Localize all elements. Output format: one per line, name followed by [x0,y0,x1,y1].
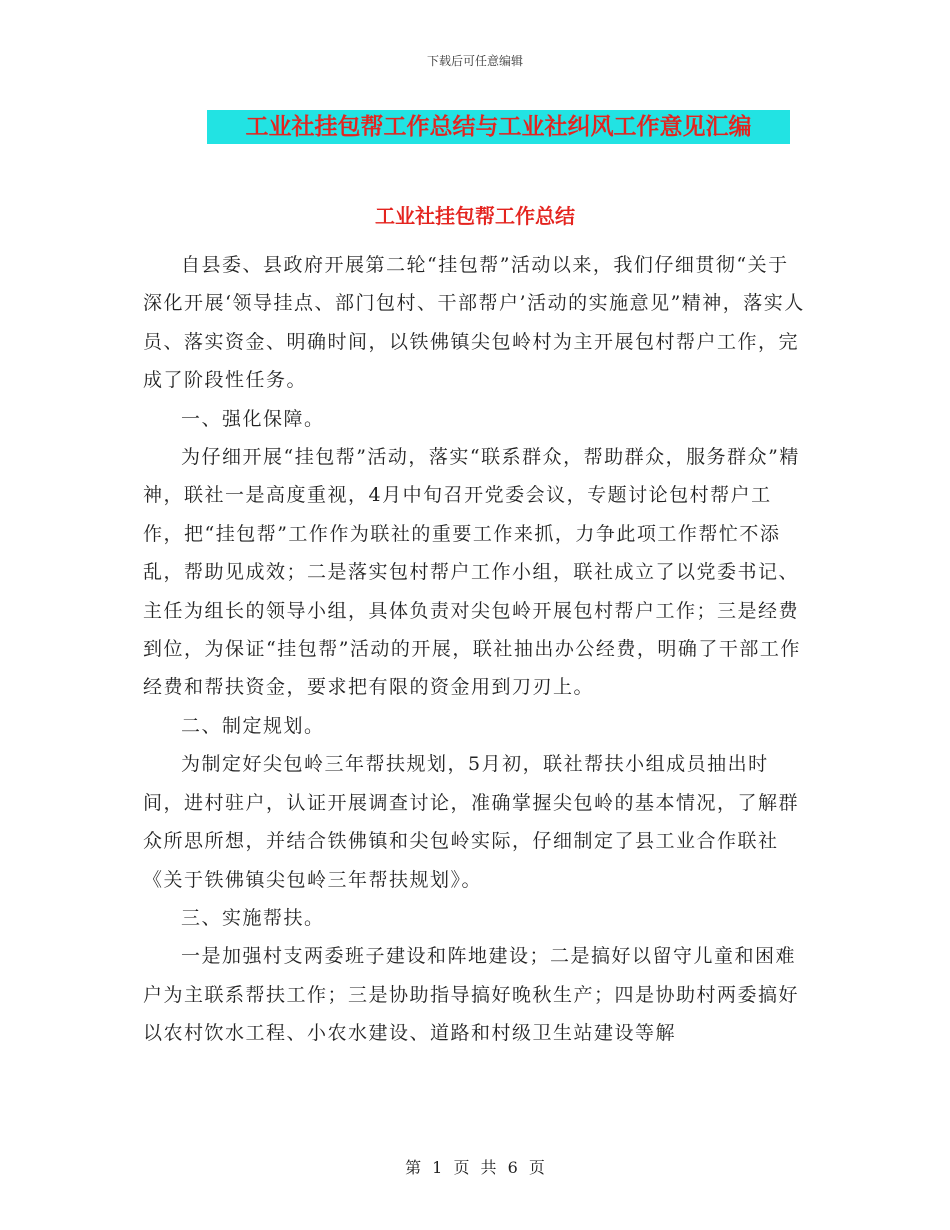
section-title: 工业社挂包帮工作总结 [375,204,575,228]
paragraph: 自县委、县政府开展第二轮“挂包帮”活动以来，我们仔细贯彻“关于深化开展‘领导挂点、部门包村、干部帮户’活动的实施意见”精神，落实人员、落实资金、明确时间，以铁佛镇尖包岭村为主开展包村帮户工作，完成了阶段性任务。 [143,254,805,392]
paragraph: 二、制定规划。 [181,714,325,737]
page-number-footer: 第 1 页 共 6 页 [405,1158,545,1177]
paragraph: 一、强化保障。 [181,407,325,430]
document-title-highlight [207,110,790,144]
document-title: 工业社挂包帮工作总结与工业社纠风工作意见汇编 [245,114,752,140]
document-body [143,246,807,1053]
paragraph: 一是加强村支两委班子建设和阵地建设；二是搞好以留守儿童和困难户为主联系帮扶工作；三是协助指导搞好晚秋生产；四是协助村两委搞好以农村饮水工程、小农水建设、道路和村级卫生站建设等解 [143,945,800,1045]
page-header-note: 下载后可任意编辑 [426,54,523,68]
paragraph: 为制定好尖包岭三年帮扶规划，5月初，联社帮扶小组成员抽出时间，进村驻户，认证开展调查讨论，准确掌握尖包岭的基本情况，了解群众所思所想，并结合铁佛镇和尖包岭实际，仔细制定了县工业合作联社《关于铁佛镇尖包岭三年帮扶规划》。 [143,753,800,891]
paragraph: 为仔细开展“挂包帮”活动，落实“联系群众，帮助群众，服务群众”精神，联社一是高度重视，4月中旬召开党委会议，专题讨论包村帮户工作，把“挂包帮”工作作为联社的重要工作来抓，力争此项工作帮忙不添乱，帮助见成效；二是落实包村帮户工作小组，联社成立了以党委书记、主任为组长的领导小组，具体负责对尖包岭开展包村帮户工作；三是经费到位，为保证“挂包帮”活动的开展，联社抽出办公经费，明确了干部工作经费和帮扶资金，要求把有限的资金用到刀刃上。 [143,446,801,699]
paragraph: 三、实施帮扶。 [181,906,325,929]
